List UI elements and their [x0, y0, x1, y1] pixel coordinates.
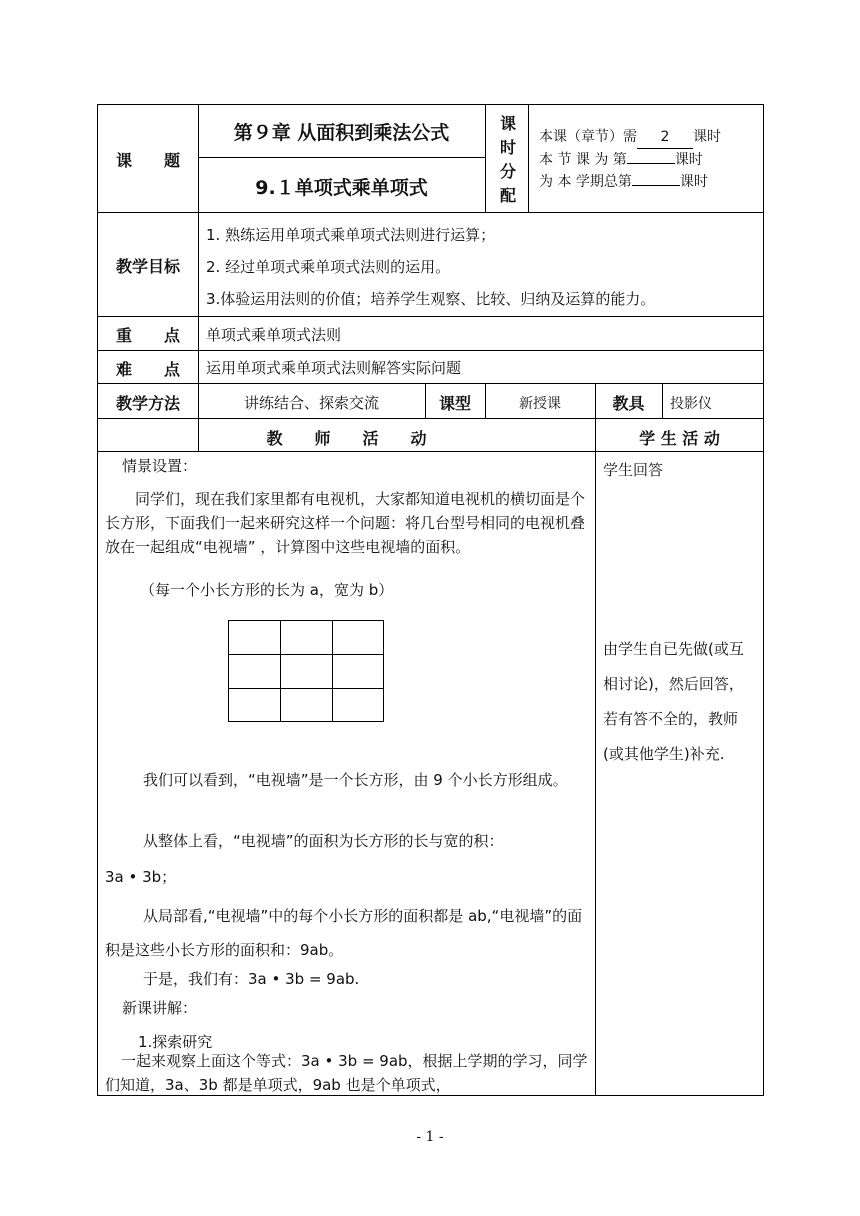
section-title: 9.１单项式乘单项式 — [255, 177, 428, 199]
alloc-block — [539, 126, 721, 193]
teacher-activity-header: 教 师 活 动 — [266, 429, 427, 448]
scene-paragraph: 同学们，现在我们家里都有电视机，大家都知道电视机的横切面是个长方形，下面我们一起来研究这样一个问题：将几台型号相同的电视机叠放在一起组成“电视墙” ，计算图中这些电视墙的面积。 — [105, 490, 586, 556]
activity-column-divider — [595, 418, 596, 1096]
row-divider-activity-body — [97, 451, 764, 452]
paragraph-local-area: 从局部看,“电视墙”中的每个小长方形的面积都是 ab,“电视墙”的面积是这些小长方形的面积和：9ab。 — [105, 907, 583, 959]
goal-item: 1. 熟练运用单项式乘单项式法则进行运算； — [206, 226, 496, 244]
row-divider-difficulty — [97, 350, 764, 351]
grid-line — [229, 688, 383, 689]
method-label: 教学方法 — [115, 394, 180, 413]
row-divider-activity-header — [97, 418, 764, 419]
difficulty-label: 难 点 — [115, 360, 180, 379]
explore-paragraph: 一起来观察上面这个等式：3a • 3b = 9ab，根据上学期的学习，同学们知道，3a、3b 都是单项式，9ab 也是个单项式， — [105, 1052, 588, 1094]
grid-line — [332, 621, 333, 721]
table-border-left — [97, 104, 98, 1096]
paragraph-equation: 于是，我们有：3a • 3b = 9ab. — [143, 970, 360, 988]
title-column-divider — [485, 104, 486, 212]
formula-3a3b: 3a • 3b； — [105, 868, 177, 886]
row-divider-method — [97, 383, 764, 384]
tools-value: 投影仪 — [670, 396, 712, 412]
keypoint-label: 重 点 — [115, 326, 180, 345]
row-divider-keypoint — [97, 316, 764, 317]
type-value: 新授课 — [519, 396, 561, 412]
chapter-title: 第９章 从面积到乘法公式 — [233, 122, 450, 144]
method-divider-4 — [662, 383, 663, 418]
keshi-column-divider — [528, 104, 529, 212]
grid-line — [229, 654, 383, 655]
goals-label: 教学目标 — [115, 257, 180, 276]
alloc-line-3: 为 本 学期总第 课时 — [539, 171, 721, 193]
goal-item: 3.体验运用法则的价值；培养学生观察、比较、归纳及运算的能力。 — [206, 290, 656, 308]
grid-line — [280, 621, 281, 721]
goals-list — [206, 219, 655, 315]
student-discussion: 由学生自已先做(或互相讨论)，然后回答，若有答不全的，教师(或其他学生)补充. — [603, 640, 744, 763]
alloc-total-value: 2 — [637, 126, 693, 149]
alloc-line-2: 本 节 课 为 第 课时 — [539, 149, 721, 171]
alloc-semester-value — [632, 171, 680, 186]
student-activity-header: 学 生 活 动 — [639, 429, 720, 448]
row-divider-goals — [97, 212, 764, 213]
alloc-current-value — [627, 149, 675, 164]
scene-title: 情景设置： — [122, 457, 198, 475]
explore-title: 1.探索研究 — [138, 1033, 213, 1051]
method-value: 讲练结合、探索交流 — [243, 394, 379, 412]
table-border-right — [763, 104, 764, 1096]
dimension-note: （每一个小长方形的长为 a，宽为 b） — [140, 581, 394, 599]
alloc-line-1: 本课（章节）需 2 课时 — [539, 126, 721, 149]
paragraph-whole-area: 从整体上看，“电视墙”的面积为长方形的长与宽的积： — [143, 832, 504, 850]
difficulty-text: 运用单项式乘单项式法则解答实际问题 — [206, 359, 462, 377]
student-answer: 学生回答 — [603, 461, 664, 479]
page-number: - 1 - — [416, 1129, 444, 1145]
paragraph-observe: 我们可以看到，“电视墙”是一个长方形，由 9 个小长方形组成。 — [143, 771, 568, 789]
keti-label: 课 题 — [115, 151, 180, 170]
tools-label: 教具 — [612, 394, 645, 413]
keshi-label: 课 时 分 配 — [499, 114, 516, 205]
tv-wall-grid — [228, 620, 384, 722]
new-lesson-title: 新课讲解： — [122, 999, 198, 1017]
title-row-divider — [198, 157, 485, 158]
type-label: 课型 — [438, 394, 471, 413]
goal-item: 2. 经过单项式乘单项式法则的运用。 — [206, 258, 451, 276]
keypoint-text: 单项式乘单项式法则 — [206, 326, 342, 344]
